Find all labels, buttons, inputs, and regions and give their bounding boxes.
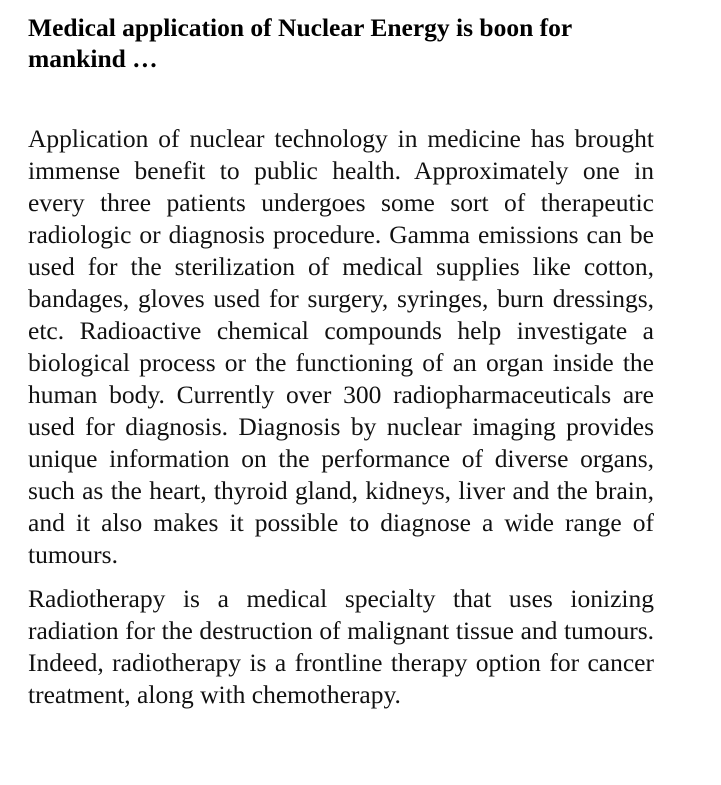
- document: [28, 12, 654, 711]
- document-title: Medical application of Nuclear Energy is boon for mankind …: [28, 13, 572, 73]
- paragraph-radiotherapy: Radiotherapy is a medical specialty that uses ionizing radiation for the destruction of malignant tissue and tumours. Indeed, radiotherapy is a frontline therapy option for cancer treatment, along with chemotherapy.: [28, 584, 654, 709]
- paragraph-nuclear-medicine: Application of nuclear technology in medicine has brought immense benefit to public health. Approximately one in every three patients undergoes some sort of therapeutic radiologic or diagnosis procedure. Gamma emissions can be used for the sterilization of medical supplies like cotton, bandages, gloves used for surgery, syringes, burn dressings, etc. Radioactive chemical compounds help investigate a biological process or the functioning of an organ inside the human body. Currently over 300 radiopharmaceuticals are used for diagnosis. Diagnosis by nuclear imaging provides unique information on the performance of diverse organs, such as the heart, thyroid gland, kidneys, liver and the brain, and it also makes it possible to diagnose a wide range of tumours.: [28, 124, 654, 569]
